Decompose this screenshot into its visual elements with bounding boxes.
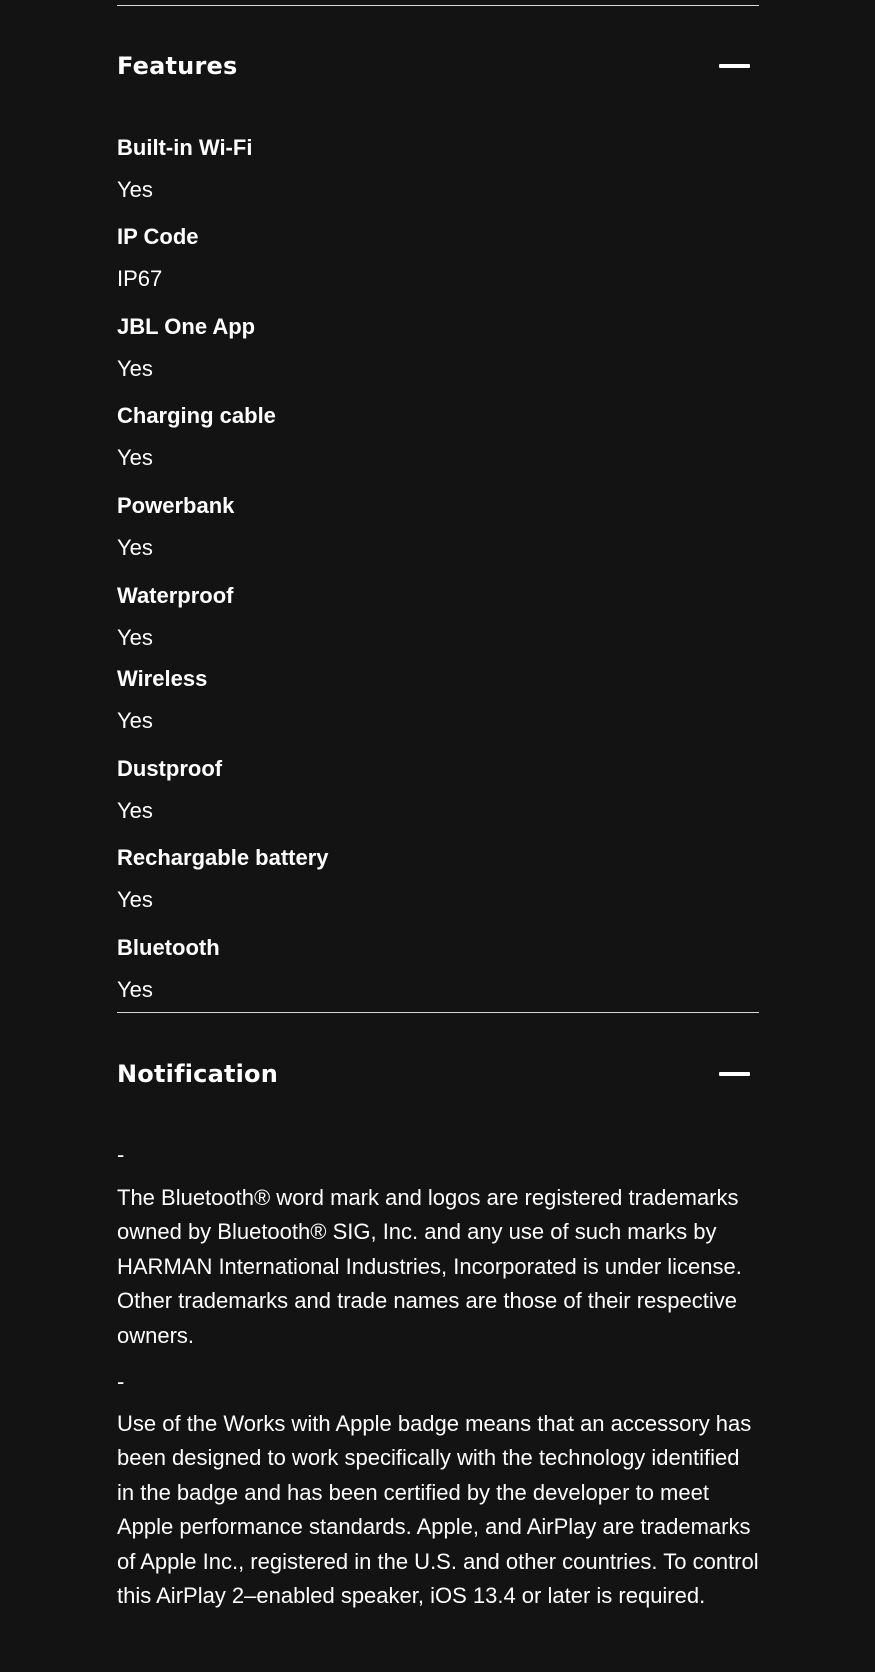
spec-label: Powerbank (117, 493, 235, 518)
notification-section-title: Notification (117, 1060, 279, 1088)
spec-item-bluetooth (117, 935, 759, 1003)
spec-value: Yes (117, 177, 153, 202)
spec-value: Yes (117, 887, 153, 912)
spec-item-powerbank (117, 493, 759, 561)
spec-label: Charging cable (117, 403, 276, 428)
section-divider (117, 1012, 759, 1013)
bluetooth-trademark-note: The Bluetooth® word mark and logos are registered trademarks owned by Bluetooth® SIG, Inc. and any use of such marks by HARMAN International Industries, Incorporated is under license. Other trademarks and trade names are those of their respective owners. (117, 1185, 742, 1348)
spec-value: Yes (117, 356, 153, 381)
spec-item-built-in-wifi (117, 135, 759, 203)
spec-label: JBL One App (117, 314, 256, 339)
spec-value: IP67 (117, 266, 163, 291)
spec-label: Waterproof (117, 583, 234, 608)
spec-item-dustproof (117, 756, 759, 824)
spec-item-charging-cable (117, 403, 759, 471)
features-section-title: Features (117, 52, 238, 80)
minus-icon (719, 1072, 750, 1076)
spec-item-ip-code (117, 224, 759, 292)
spec-value: Yes (117, 445, 153, 470)
section-divider-top (117, 5, 759, 6)
spec-value: Yes (117, 625, 153, 650)
spec-item-waterproof (117, 583, 759, 651)
spec-label: Bluetooth (117, 935, 220, 960)
features-collapse-button[interactable] (719, 54, 750, 78)
spec-label: Built-in Wi-Fi (117, 135, 253, 160)
spec-value: Yes (117, 708, 153, 733)
spec-label: Rechargable battery (117, 845, 329, 870)
spec-item-jbl-one-app (117, 314, 759, 382)
spec-item-wireless (117, 666, 759, 734)
apple-badge-note: Use of the Works with Apple badge means that an accessory has been designed to work specifically with the technology identified in the badge and has been certified by the developer to meet Apple performance standards. Apple, and AirPlay are trademarks of Apple Inc., registered in the U.S. and other countries. To control this AirPlay 2–enabled speaker, iOS 13.4 or later is required. (117, 1411, 759, 1609)
note-bullet: - (117, 1369, 125, 1394)
spec-label: Wireless (117, 666, 208, 691)
spec-item-rechargable-battery (117, 845, 759, 913)
spec-value: Yes (117, 977, 153, 1002)
notification-collapse-button[interactable] (719, 1062, 750, 1086)
spec-value: Yes (117, 535, 153, 560)
minus-icon (719, 64, 750, 68)
spec-label: IP Code (117, 224, 199, 249)
note-bullet: - (117, 1142, 125, 1167)
spec-label: Dustproof (117, 756, 223, 781)
spec-value: Yes (117, 798, 153, 823)
